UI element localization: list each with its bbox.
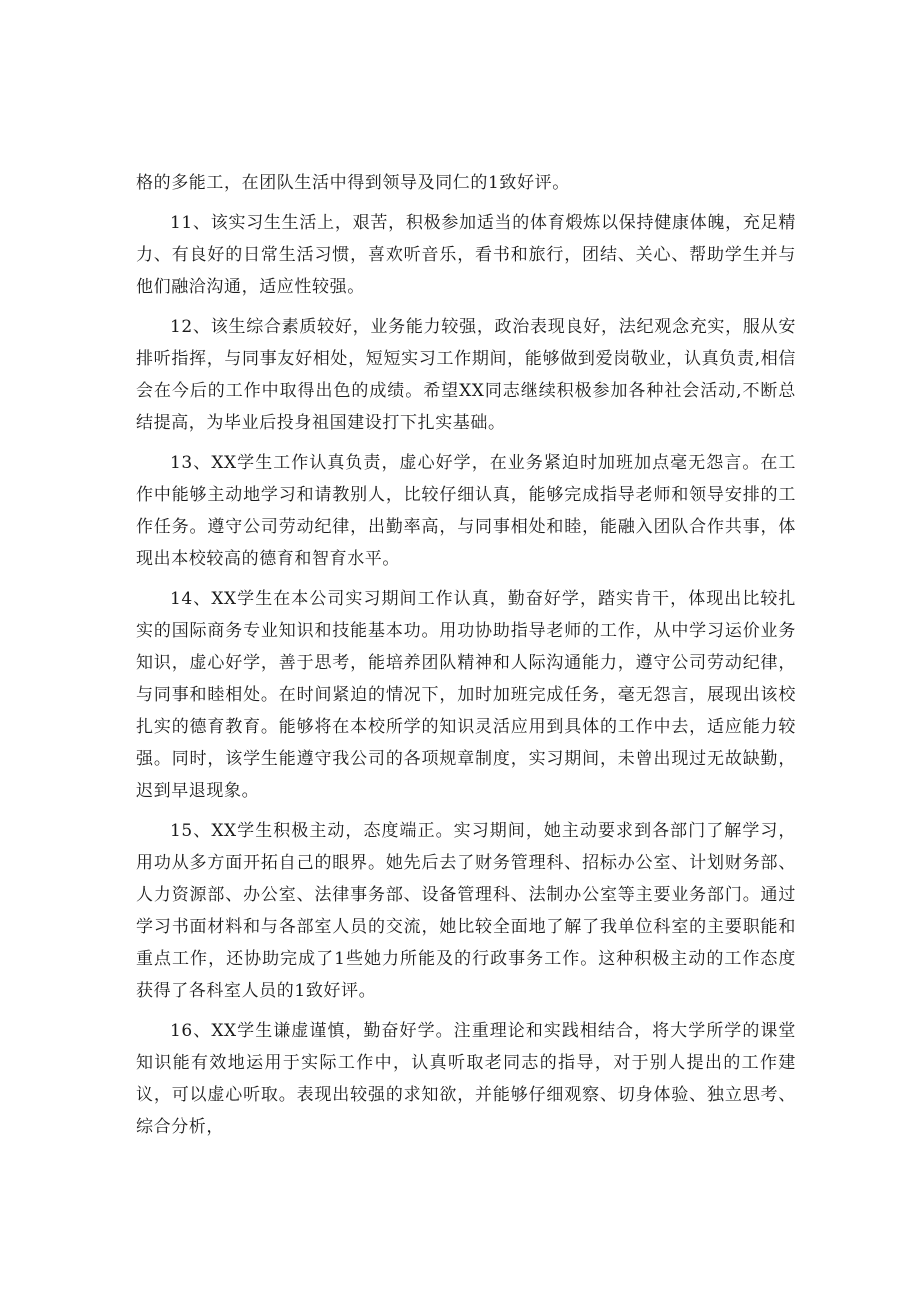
paragraph-16: 16、XX学生谦虚谨慎，勤奋好学。注重理论和实践相结合，将大学所学的课堂知识能有效地运用于实际工作中，认真听取老同志的指导，对于别人提出的工作建议，可以虚心听取。表现出较强的求知欲，并能够仔细观察、切身体验、独立思考、综合分析， — [136, 1021, 796, 1137]
paragraph-11: 11、该实习生生活上，艰苦，积极参加适当的体育煅炼以保持健康体魄，充足精力、有良好的日常生活习惯，喜欢听音乐，看书和旅行，团结、关心、帮助学生并与他们融洽沟通，适应性较强。 — [136, 213, 796, 297]
paragraph-14: 14、XX学生在本公司实习期间工作认真，勤奋好学，踏实肯干，体现出比较扎实的国际商务专业知识和技能基本功。用功协助指导老师的工作，从中学习运价业务知识，虚心好学，善于思考，能培养团队精神和人际沟通能力，遵守公司劳动纪律，与同事和睦相处。在时间紧迫的情况下，加时加班完成任务，毫无怨言，展现出该校扎实的德育教育。能够将在本校所学的知识灵活应用到具体的工作中去，适应能力较强。同时，该学生能遵守我公司的各项规章制度，实习期间，未曾出现过无故缺勤，迟到早退现象。 — [136, 589, 796, 801]
paragraph-continued: 格的多能工，在团队生活中得到领导及同仁的1致好评。 — [136, 173, 570, 193]
paragraph-12: 12、该生综合素质较好，业务能力较强，政治表现良好，法纪观念充实，服从安排听指挥，与同事友好相处，短短实习工作期间，能够做到爱岗敬业，认真负责,相信会在今后的工作中取得出色的成绩。希望XX同志继续积极参加各种社会活动,不断总结提高，为毕业后投身祖国建设打下扎实基础。 — [136, 317, 796, 433]
paragraph-15: 15、XX学生积极主动，态度端正。实习期间，她主动要求到各部门了解学习，用功从多方面开拓自己的眼界。她先后去了财务管理科、招标办公室、计划财务部、人力资源部、办公室、法律事务部、设备管理科、法制办公室等主要业务部门。通过学习书面材料和与各部室人员的交流，她比较全面地了解了我单位科室的主要职能和重点工作，还协助完成了1些她力所能及的行政事务工作。这种积极主动的工作态度获得了各科室人员的1致好评。 — [136, 821, 796, 1001]
paragraph-13: 13、XX学生工作认真负责，虚心好学，在业务紧迫时加班加点毫无怨言。在工作中能够主动地学习和请教别人，比较仔细认真，能够完成指导老师和领导安排的工作任务。遵守公司劳动纪律，出勤率高，与同事相处和睦，能融入团队合作共事，体现出本校较高的德育和智育水平。 — [136, 453, 796, 569]
document-body — [136, 167, 796, 1151]
